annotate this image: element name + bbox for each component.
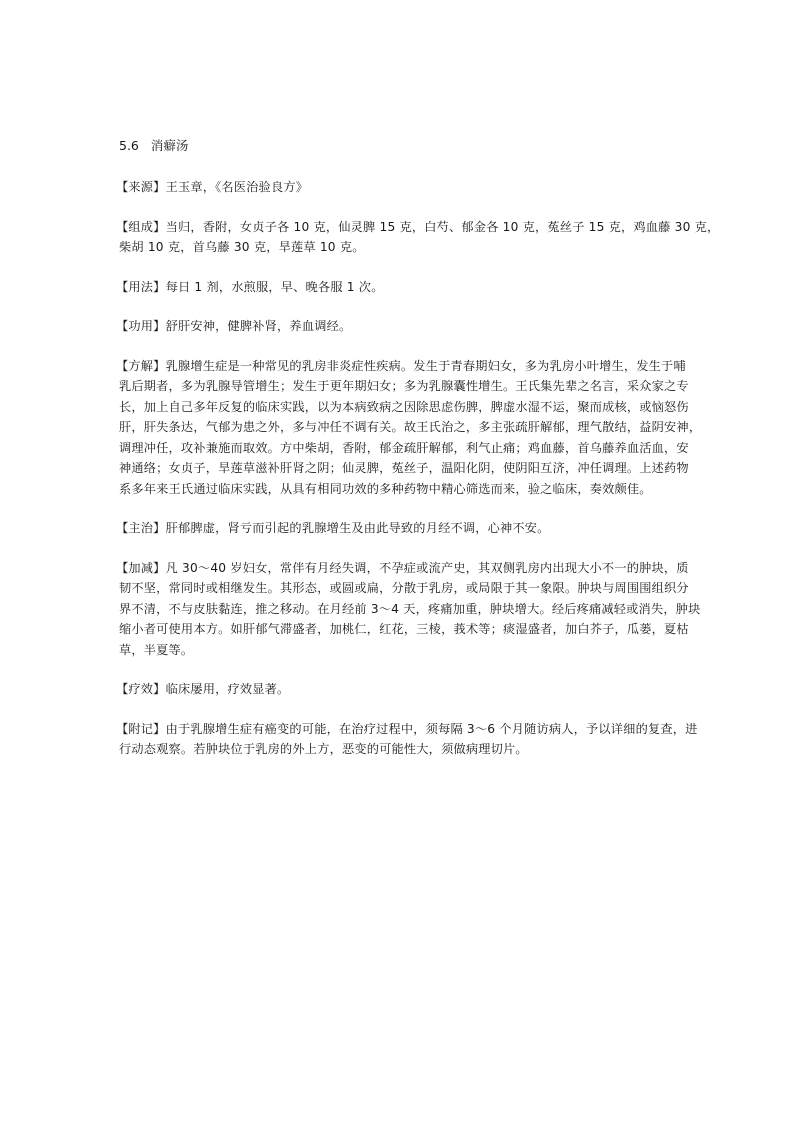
section-label: 【组成】 [116, 219, 166, 234]
heading-title: 消癖汤 [150, 138, 189, 153]
section-label: 【疗效】 [116, 682, 166, 696]
section-label: 【附记】 [116, 721, 166, 736]
heading-number: 5.6 [119, 138, 139, 153]
section-composition: 【组成】当归，香附，女贞子各 10 克，仙灵脾 15 克，白芍、郁金各 10 克，菟丝子 15 克，鸡血藤 30 克， 柴胡 10 克，首乌藤 30 克，旱莲草 10 克。 [116, 219, 720, 254]
section-heading [119, 136, 679, 156]
section-function: 【功用】舒肝安神，健脾补肾，养血调经。 [116, 319, 352, 333]
section-label: 【来源】 [116, 180, 166, 194]
section-label: 【用法】 [116, 279, 166, 294]
section-usage: 【用法】每日 1 剂，水煎服，早、晚各服 1 次。 [116, 279, 384, 294]
section-explanation: 【方解】乳腺增生症是一种常见的乳房非炎症性疾病。发生于青春期妇女，多为乳房小叶增生，发生于哺 乳后期者，多为乳腺导管增生；发生于更年期妇女；多为乳腺囊性增生。王氏集先辈之名言，采众家之专 长，加上自己多年反复的临床实践，以为本病致病之因除思虑伤脾，脾虚水湿不运，聚而成核，或恼怒伤 肝，肝失条达，气郁为患之外，多与冲任不调有关。故王氏治之，多主张疏肝解郁，理气散结，益阴安神， 调理冲任，攻补兼施而取效。方中柴胡，香附，郁金疏肝解郁，利气止痛；鸡血藤，首乌藤养血活血，安 神通络；女贞子，旱莲草滋补肝肾之阴；仙灵脾，菟丝子，温阳化阴，使阴阳互济，冲任调理。上述药物 系多年来王氏通过临床实践，从具有相同功效的多种药物中精心筛选而来，验之临床，奏效颇佳。 [116, 358, 702, 496]
section-indication: 【主治】肝郁脾虚，肾亏而引起的乳腺增生及由此导致的月经不调，心神不安。 [116, 521, 550, 535]
section-label: 【方解】 [116, 358, 166, 373]
section-label: 【功用】 [116, 319, 166, 333]
document-page [116, 136, 720, 779]
section-modification: 【加减】凡 30～40 岁妇女，常伴有月经失调，不孕症或流产史，其双侧乳房内出现大小不一的肿块，质 韧不坚，常同时或相继发生。其形态，或圆或扁，分散于乳房，或局限于其一象限。肿块与周围围组织分 界不清，不与皮肤黏连，推之移动。在月经前 3～4 天，疼痛加重，肿块增大。经后疼痛减轻或消失，肿块 缩小者可使用本方。如肝郁气滞盛者，加桃仁，红花，三棱，莪术等；痰湿盛者，加白芥子，瓜蒌，夏枯 草，半夏等。 [116, 560, 701, 657]
section-notes: 【附记】由于乳腺增生症有癌变的可能，在治疗过程中，须每隔 3～6 个月随访病人，予以详细的复查，进 行动态观察。若肿块位于乳房的外上方，恶变的可能性大，须做病理切片。 [116, 721, 698, 756]
section-label: 【主治】 [116, 521, 166, 535]
section-efficacy: 【疗效】临床屡用，疗效显著。 [116, 682, 290, 696]
section-label: 【加减】 [116, 560, 166, 575]
section-source: 【来源】王玉章，《名医治验良方》 [116, 180, 309, 194]
